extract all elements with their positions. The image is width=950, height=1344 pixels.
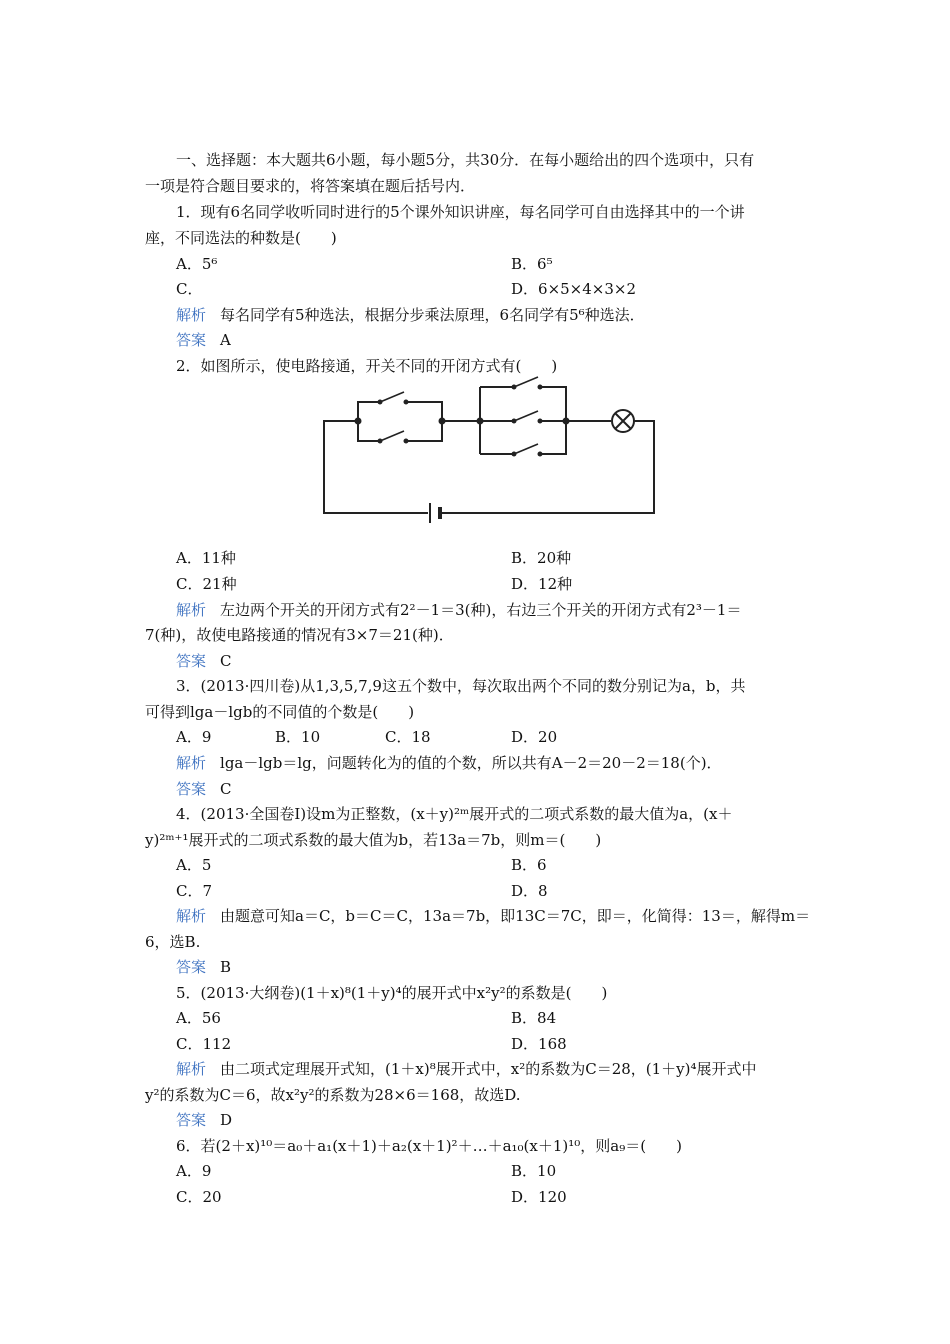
q2-option-b: B．20种 xyxy=(511,549,572,567)
answer-label: 答案 xyxy=(176,331,207,349)
answer-label: 答案 xyxy=(176,958,207,976)
q5-option-c: C．112 xyxy=(176,1035,232,1053)
switch-right-1 xyxy=(514,377,538,387)
q2-answer xyxy=(176,651,232,671)
q5-analysis-line-2: y²的系数为C＝6，故x²y²的系数为28×6＝168，故选D. xyxy=(145,1086,521,1104)
intro-line-2: 一项是符合题目要求的，将答案填在题后括号内． xyxy=(145,177,476,195)
q6-option-c: C．20 xyxy=(176,1188,222,1206)
q4-answer-value: B xyxy=(220,958,232,976)
q5-option-a: A．56 xyxy=(176,1009,221,1027)
q6-option-a: A．9 xyxy=(176,1162,212,1180)
q4-analysis-line-2: 6，选B. xyxy=(145,933,201,951)
q5-analysis xyxy=(176,1059,757,1079)
junction-node xyxy=(355,418,362,425)
q5-stem-line-1: 5．(2013·大纲卷)(1＋x)⁸(1＋y)⁴的展开式中x²y²的系数是( ) xyxy=(176,984,608,1002)
q4-option-b: B．6 xyxy=(511,856,547,874)
q4-answer xyxy=(176,957,231,977)
switch-left-2 xyxy=(380,431,404,441)
q4-option-a: A．5 xyxy=(176,856,212,874)
circuit-wire-right xyxy=(442,421,654,513)
analysis-label: 解析 xyxy=(176,601,207,619)
q1-answer-value: A xyxy=(220,331,231,349)
q6-stem-line-1: 6．若(2＋x)¹⁰＝a₀＋a₁(x＋1)＋a₂(x＋1)²＋…＋a₁₀(x＋1)¹⁰，则a₉＝( ) xyxy=(176,1137,682,1155)
q2-stem-line-1: 2．如图所示，使电路接通，开关不同的开闭方式有( ) xyxy=(176,357,558,375)
q5-answer-value: D xyxy=(220,1111,233,1129)
circuit-diagram xyxy=(318,375,663,525)
q1-option-c: C． xyxy=(176,280,203,298)
q3-option-d: D．20 xyxy=(511,728,558,746)
q2-option-a: A．11种 xyxy=(176,549,236,567)
q3-option-b: B．10 xyxy=(275,728,321,746)
q4-stem-line-2: y)²ᵐ⁺¹展开式的二项式系数的最大值为b，若13a＝7b，则m＝( ) xyxy=(145,831,602,849)
q1-option-b: B．6⁵ xyxy=(511,255,553,273)
intro-line-1: 一、选择题：本大题共6小题，每小题5分，共30分．在每小题给出的四个选项中，只有 xyxy=(176,151,755,169)
junction-node xyxy=(477,418,484,425)
q2-option-c: C．21种 xyxy=(176,575,237,593)
q6-option-b: B．10 xyxy=(511,1162,557,1180)
q5-analysis-text-1: 由二项式定理展开式知，(1＋x)⁸展开式中，x²的系数为C＝28，(1＋y)⁴展开式中 xyxy=(220,1060,757,1078)
circuit-wire-left xyxy=(324,421,428,513)
analysis-label: 解析 xyxy=(176,907,207,925)
q1-answer xyxy=(176,330,231,350)
left-bottom-branch xyxy=(358,421,380,441)
q5-answer xyxy=(176,1110,232,1130)
q4-option-d: D．8 xyxy=(511,882,548,900)
q4-stem-line-1: 4．(2013·全国卷Ⅰ)设m为正整数，(x＋y)²ᵐ展开式的二项式系数的最大值为a，(x＋ xyxy=(176,805,733,823)
analysis-label: 解析 xyxy=(176,1060,207,1078)
q5-option-d: D．168 xyxy=(511,1035,567,1053)
q1-stem-line-2: 座，不同选法的种数是( ) xyxy=(145,229,337,247)
left-top-branch xyxy=(358,402,380,421)
q1-analysis xyxy=(176,305,645,325)
q2-answer-value: C xyxy=(220,652,232,670)
q6-option-d: D．120 xyxy=(511,1188,567,1206)
q1-option-a: A．5⁶ xyxy=(176,255,218,273)
switch-right-2 xyxy=(514,411,538,421)
switch-right-3 xyxy=(514,444,538,454)
q4-analysis-text-1: 由题意可知a＝C，b＝C＝C，13a＝7b，即13C＝7C，即＝，化简得：13＝，解得m＝ xyxy=(220,907,811,925)
q1-option-d: D．6×5×4×3×2 xyxy=(511,280,637,298)
left-merge-wire xyxy=(406,402,442,441)
q3-option-a: A．9 xyxy=(176,728,212,746)
q4-analysis xyxy=(176,906,810,926)
q1-stem-line-1: 1．现有6名同学收听同时进行的5个课外知识讲座，每名同学可自由选择其中的一个讲 xyxy=(176,203,745,221)
q2-analysis xyxy=(176,600,741,620)
q2-analysis-line-2: 7(种)，故使电路接通的情况有3×7＝21(种)． xyxy=(145,626,454,644)
q3-stem-line-1: 3．(2013·四川卷)从1,3,5,7,9这五个数中，每次取出两个不同的数分别记为a，b，共 xyxy=(176,677,746,695)
q2-option-d: D．12种 xyxy=(511,575,573,593)
q3-analysis xyxy=(176,753,722,773)
analysis-label: 解析 xyxy=(176,754,207,772)
analysis-label: 解析 xyxy=(176,306,207,324)
q3-option-c: C．18 xyxy=(385,728,431,746)
q1-analysis-text: 每名同学有5种选法，根据分步乘法原理，6名同学有5⁶种选法． xyxy=(220,306,645,324)
q3-answer xyxy=(176,779,232,799)
q3-answer-value: C xyxy=(220,780,232,798)
q5-option-b: B．84 xyxy=(511,1009,557,1027)
answer-label: 答案 xyxy=(176,1111,207,1129)
answer-label: 答案 xyxy=(176,780,207,798)
q2-analysis-text-1: 左边两个开关的开闭方式有2²－1＝3(种)，右边三个开关的开闭方式有2³－1＝ xyxy=(220,601,742,619)
switch-left-1 xyxy=(380,392,404,402)
q3-analysis-text: lga－lgb＝lg，问题转化为的值的个数，所以共有A－2＝20－2＝18(个)． xyxy=(220,754,722,772)
q3-stem-line-2: 可得到lga－lgb的不同值的个数是( ) xyxy=(145,703,415,721)
answer-label: 答案 xyxy=(176,652,207,670)
q4-option-c: C．7 xyxy=(176,882,213,900)
